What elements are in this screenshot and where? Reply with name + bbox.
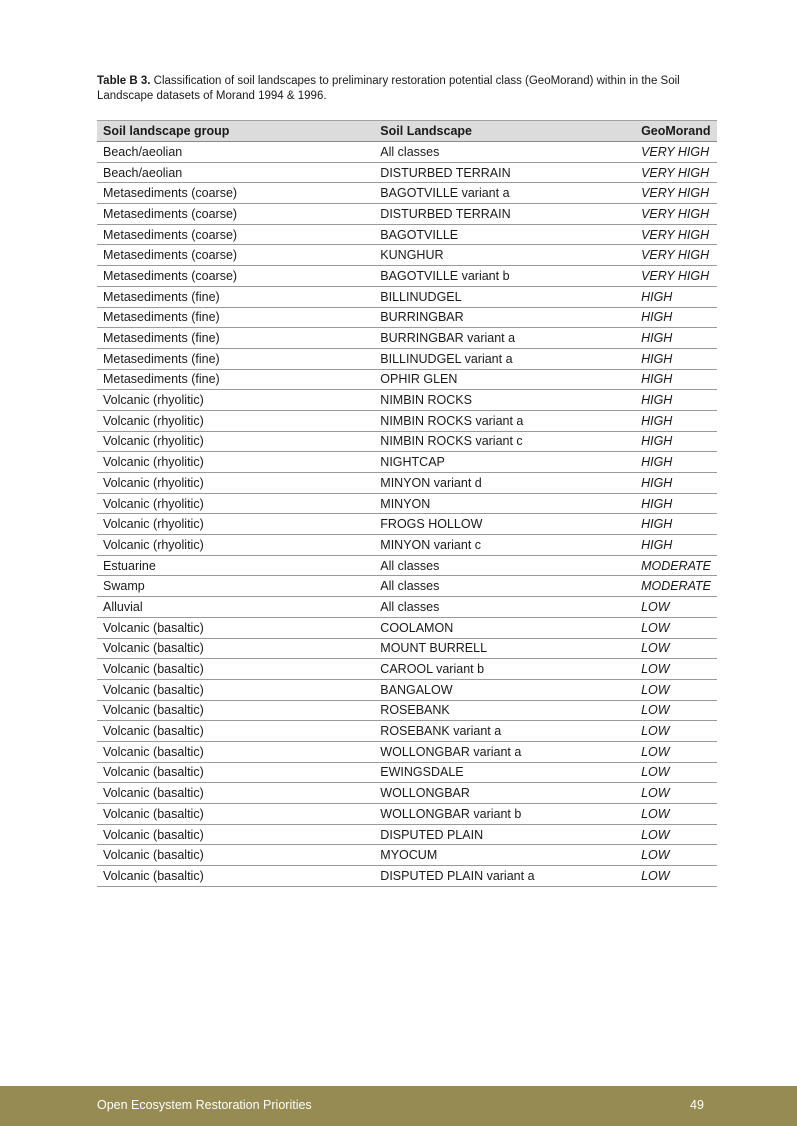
soil-landscape-table [97,120,717,887]
cell-soil-landscape: MYOCUM [374,845,635,866]
cell-geomorand: HIGH [635,328,717,349]
cell-soil-landscape-group: Metasediments (fine) [97,328,374,349]
cell-geomorand: VERY HIGH [635,245,717,266]
cell-soil-landscape: EWINGSDALE [374,762,635,783]
table-row [97,307,717,328]
table-row [97,348,717,369]
cell-geomorand: VERY HIGH [635,224,717,245]
table-row [97,700,717,721]
cell-soil-landscape-group: Metasediments (coarse) [97,204,374,225]
cell-geomorand: LOW [635,700,717,721]
cell-soil-landscape-group: Volcanic (basaltic) [97,866,374,887]
cell-soil-landscape: DISPUTED PLAIN [374,824,635,845]
cell-soil-landscape-group: Volcanic (basaltic) [97,824,374,845]
cell-geomorand: VERY HIGH [635,183,717,204]
cell-geomorand: HIGH [635,369,717,390]
table-caption [97,74,717,104]
cell-soil-landscape: CAROOL variant b [374,659,635,680]
cell-geomorand: HIGH [635,307,717,328]
cell-geomorand: LOW [635,679,717,700]
table-row [97,224,717,245]
cell-soil-landscape: KUNGHUR [374,245,635,266]
cell-soil-landscape-group: Volcanic (basaltic) [97,700,374,721]
cell-soil-landscape-group: Metasediments (fine) [97,348,374,369]
page-number: 49 [690,1098,704,1112]
cell-geomorand: VERY HIGH [635,204,717,225]
table-row [97,286,717,307]
table-body [97,142,717,887]
cell-geomorand: VERY HIGH [635,142,717,163]
table-row [97,721,717,742]
cell-geomorand: LOW [635,824,717,845]
table-row [97,266,717,287]
cell-geomorand: HIGH [635,390,717,411]
cell-soil-landscape: OPHIR GLEN [374,369,635,390]
cell-geomorand: LOW [635,721,717,742]
table-row [97,369,717,390]
cell-soil-landscape: DISTURBED TERRAIN [374,204,635,225]
table-row [97,617,717,638]
cell-geomorand: HIGH [635,410,717,431]
cell-soil-landscape: WOLLONGBAR [374,783,635,804]
table-row [97,493,717,514]
cell-soil-landscape-group: Volcanic (rhyolitic) [97,390,374,411]
cell-soil-landscape-group: Volcanic (basaltic) [97,617,374,638]
caption-label: Table B 3. [97,75,151,87]
cell-soil-landscape-group: Swamp [97,576,374,597]
cell-soil-landscape: BILLINUDGEL variant a [374,348,635,369]
table-row [97,762,717,783]
table-row [97,741,717,762]
cell-geomorand: LOW [635,866,717,887]
cell-soil-landscape: MINYON [374,493,635,514]
cell-soil-landscape-group: Metasediments (coarse) [97,224,374,245]
cell-soil-landscape-group: Metasediments (fine) [97,369,374,390]
cell-soil-landscape: COOLAMON [374,617,635,638]
table-row [97,576,717,597]
header-soil-landscape: Soil Landscape [374,121,635,142]
table-row [97,473,717,494]
cell-soil-landscape: DISTURBED TERRAIN [374,162,635,183]
cell-geomorand: MODERATE [635,576,717,597]
table-row [97,431,717,452]
cell-geomorand: VERY HIGH [635,162,717,183]
cell-soil-landscape-group: Beach/aeolian [97,142,374,163]
cell-soil-landscape-group: Metasediments (fine) [97,307,374,328]
cell-geomorand: LOW [635,597,717,618]
cell-soil-landscape: BAGOTVILLE variant b [374,266,635,287]
table-row [97,245,717,266]
cell-soil-landscape: BAGOTVILLE variant a [374,183,635,204]
cell-geomorand: HIGH [635,514,717,535]
cell-soil-landscape: MINYON variant d [374,473,635,494]
cell-geomorand: LOW [635,659,717,680]
table-row [97,659,717,680]
cell-geomorand: LOW [635,804,717,825]
cell-soil-landscape-group: Volcanic (basaltic) [97,659,374,680]
cell-soil-landscape: MOUNT BURRELL [374,638,635,659]
cell-geomorand: HIGH [635,286,717,307]
cell-soil-landscape-group: Metasediments (fine) [97,286,374,307]
cell-geomorand: MODERATE [635,555,717,576]
table-row [97,535,717,556]
cell-soil-landscape: ROSEBANK variant a [374,721,635,742]
cell-soil-landscape: NIMBIN ROCKS [374,390,635,411]
cell-geomorand: LOW [635,845,717,866]
table-row [97,162,717,183]
cell-soil-landscape: BAGOTVILLE [374,224,635,245]
cell-soil-landscape-group: Beach/aeolian [97,162,374,183]
cell-geomorand: HIGH [635,535,717,556]
footer-title: Open Ecosystem Restoration Priorities [97,1098,312,1112]
table-row [97,597,717,618]
cell-soil-landscape-group: Volcanic (rhyolitic) [97,431,374,452]
cell-soil-landscape-group: Volcanic (basaltic) [97,741,374,762]
page-footer [0,1086,797,1126]
cell-soil-landscape-group: Volcanic (rhyolitic) [97,514,374,535]
cell-geomorand: LOW [635,762,717,783]
table-row [97,679,717,700]
cell-geomorand: LOW [635,783,717,804]
cell-geomorand: HIGH [635,348,717,369]
table-row [97,514,717,535]
table-row [97,183,717,204]
cell-soil-landscape: WOLLONGBAR variant a [374,741,635,762]
cell-soil-landscape-group: Alluvial [97,597,374,618]
table-row [97,638,717,659]
table-row [97,804,717,825]
cell-soil-landscape: All classes [374,597,635,618]
cell-soil-landscape-group: Volcanic (rhyolitic) [97,493,374,514]
cell-soil-landscape: DISPUTED PLAIN variant a [374,866,635,887]
cell-soil-landscape-group: Metasediments (coarse) [97,266,374,287]
cell-geomorand: LOW [635,617,717,638]
cell-soil-landscape: ROSEBANK [374,700,635,721]
cell-geomorand: LOW [635,638,717,659]
cell-soil-landscape-group: Volcanic (basaltic) [97,679,374,700]
cell-soil-landscape: NIMBIN ROCKS variant c [374,431,635,452]
table-row [97,845,717,866]
cell-soil-landscape-group: Volcanic (rhyolitic) [97,410,374,431]
table-row [97,328,717,349]
cell-soil-landscape-group: Volcanic (basaltic) [97,638,374,659]
cell-soil-landscape: All classes [374,555,635,576]
table-row [97,783,717,804]
caption-text: Classification of soil landscapes to preliminary restoration potential class (GeoMorand) within in the Soil Landscape datasets of Morand 1994 & 1996. [97,75,680,102]
table-header-row [97,121,717,142]
table-row [97,204,717,225]
cell-geomorand: LOW [635,741,717,762]
table-row [97,555,717,576]
cell-soil-landscape: BILLINUDGEL [374,286,635,307]
cell-soil-landscape: All classes [374,576,635,597]
cell-soil-landscape-group: Metasediments (coarse) [97,245,374,266]
header-soil-landscape-group: Soil landscape group [97,121,374,142]
cell-soil-landscape-group: Volcanic (rhyolitic) [97,473,374,494]
cell-geomorand: VERY HIGH [635,266,717,287]
cell-geomorand: HIGH [635,493,717,514]
cell-soil-landscape: MINYON variant c [374,535,635,556]
cell-soil-landscape: NIMBIN ROCKS variant a [374,410,635,431]
cell-geomorand: HIGH [635,452,717,473]
cell-soil-landscape: BANGALOW [374,679,635,700]
table-row [97,142,717,163]
cell-soil-landscape-group: Volcanic (basaltic) [97,845,374,866]
cell-soil-landscape: All classes [374,142,635,163]
cell-soil-landscape-group: Volcanic (basaltic) [97,783,374,804]
cell-soil-landscape: FROGS HOLLOW [374,514,635,535]
table-row [97,824,717,845]
cell-soil-landscape-group: Volcanic (rhyolitic) [97,535,374,556]
header-geomorand: GeoMorand [635,121,717,142]
cell-soil-landscape-group: Metasediments (coarse) [97,183,374,204]
cell-geomorand: HIGH [635,473,717,494]
cell-soil-landscape-group: Estuarine [97,555,374,576]
cell-soil-landscape: BURRINGBAR variant a [374,328,635,349]
cell-soil-landscape-group: Volcanic (basaltic) [97,721,374,742]
cell-soil-landscape: NIGHTCAP [374,452,635,473]
cell-soil-landscape-group: Volcanic (rhyolitic) [97,452,374,473]
table-row [97,410,717,431]
cell-soil-landscape-group: Volcanic (basaltic) [97,762,374,783]
table-row [97,390,717,411]
table-row [97,866,717,887]
cell-soil-landscape-group: Volcanic (basaltic) [97,804,374,825]
cell-geomorand: HIGH [635,431,717,452]
cell-soil-landscape: WOLLONGBAR variant b [374,804,635,825]
table-row [97,452,717,473]
cell-soil-landscape: BURRINGBAR [374,307,635,328]
